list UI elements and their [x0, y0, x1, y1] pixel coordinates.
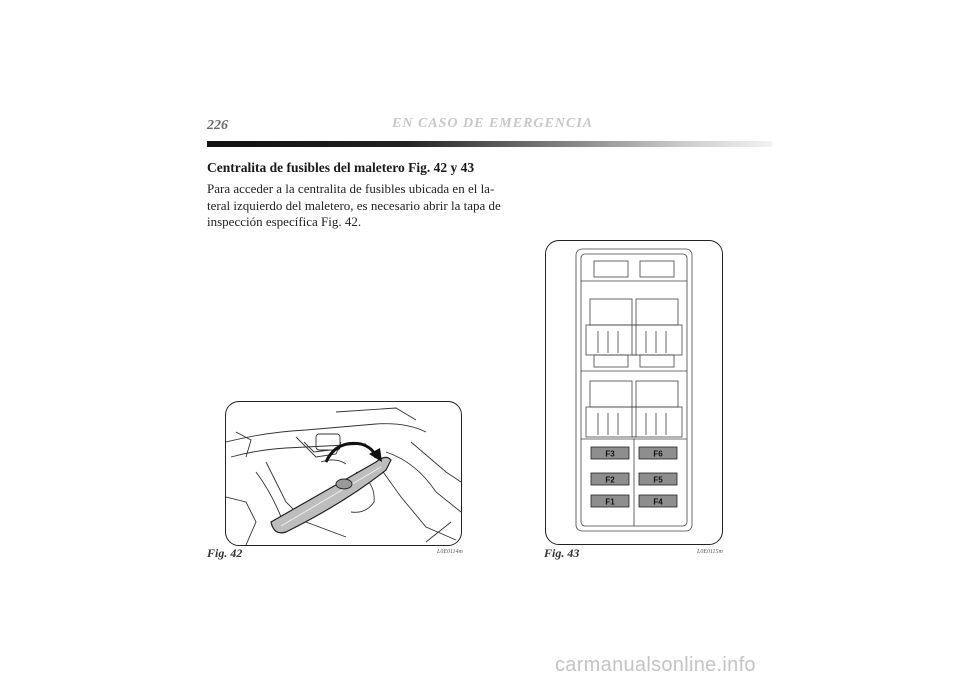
body-line: inspección específica Fig. 42. — [207, 214, 362, 229]
figure-43-illustration — [545, 240, 723, 545]
body-paragraph — [207, 181, 501, 231]
fuse-label: F5 — [653, 475, 663, 485]
fuse-label: F2 — [605, 475, 615, 485]
fuse-f5 — [639, 473, 677, 485]
fuse-label: F3 — [605, 449, 615, 459]
page-number: 226 — [207, 118, 228, 133]
fuse-f1 — [591, 495, 629, 507]
body-line: Para acceder a la centralita de fusibles ubicada en el la- — [207, 181, 495, 196]
fuse-f4 — [639, 495, 677, 507]
fuse-label: F1 — [605, 497, 615, 507]
fuse-f3 — [591, 447, 629, 459]
figure-43-code: L0E0115m — [697, 549, 723, 555]
body-line: teral izquierdo del maletero, es necesario abrir la tapa de — [207, 197, 501, 213]
header-rule — [207, 141, 773, 147]
fuse-box-drawing — [546, 241, 722, 544]
section-title: EN CASO DE EMERGENCIA — [392, 116, 594, 131]
figure-42-caption: Fig. 42 — [207, 546, 243, 560]
fuse-label: F4 — [653, 497, 663, 507]
watermark: carmanualsonline.info — [555, 654, 756, 676]
figure-43-caption: Fig. 43 — [544, 546, 580, 560]
trunk-inspection-cover-drawing — [226, 402, 461, 545]
fuse-f6 — [639, 447, 677, 459]
figure-42-illustration — [225, 401, 462, 546]
section-heading: Centralita de fusibles del maletero Fig. 42 y 43 — [207, 160, 475, 175]
figure-42-code: L0E0114m — [437, 549, 463, 555]
fuse-label: F6 — [653, 449, 663, 459]
fuse-f2 — [591, 473, 629, 485]
